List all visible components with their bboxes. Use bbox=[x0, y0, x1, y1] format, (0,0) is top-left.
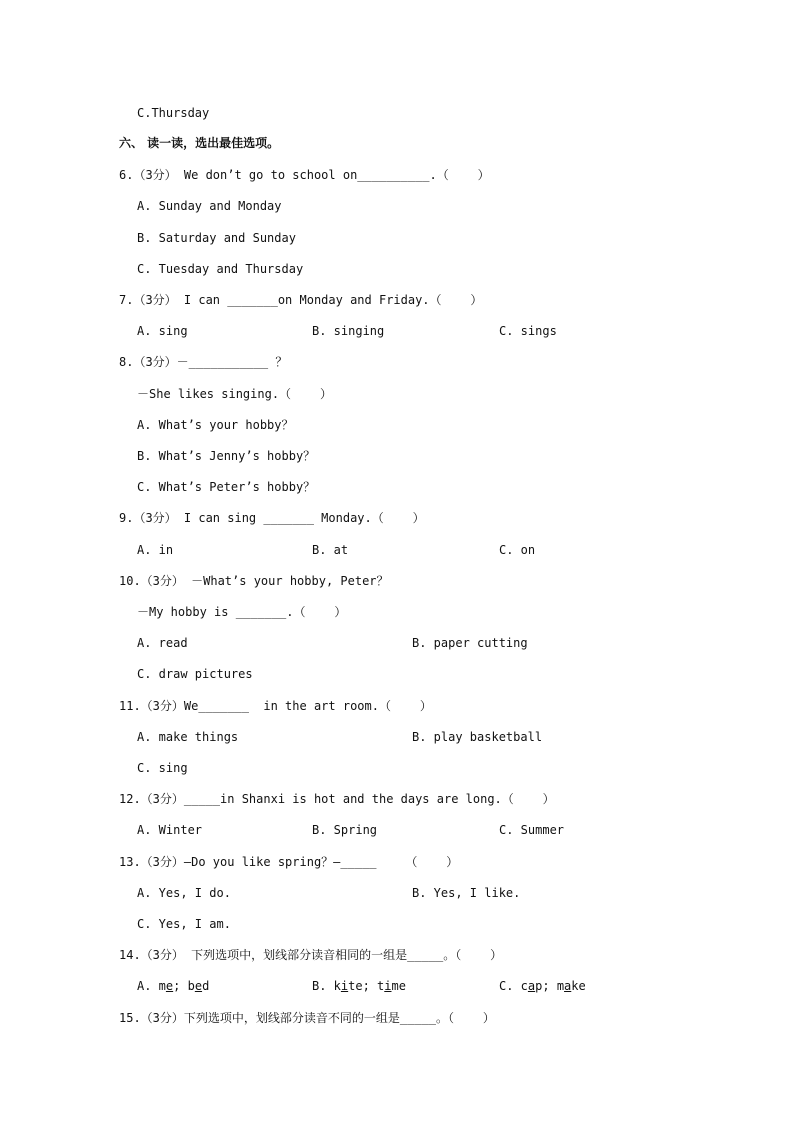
q12-option-b: B. Spring bbox=[312, 823, 378, 837]
q8-option-b: B. What’s Jenny’s hobby？ bbox=[137, 449, 316, 463]
q14-a-text: d bbox=[202, 979, 210, 993]
q14-a-underlined-1: e bbox=[165, 979, 174, 993]
q11-option-a: A. make things bbox=[137, 730, 239, 744]
q12-stem: 12.（3分）_____in Shanxi is hot and the days are long.（ ） bbox=[119, 792, 555, 806]
q14-option-b bbox=[312, 978, 406, 994]
q9-option-b: B. at bbox=[312, 543, 349, 557]
q14-c-text: C. c bbox=[499, 979, 528, 993]
q8-option-c: C. What’s Peter’s hobby？ bbox=[137, 480, 316, 494]
q11-stem: 11.（3分）We_______ in the art room.（ ） bbox=[119, 699, 432, 713]
q7-option-b: B. singing bbox=[312, 324, 385, 338]
q14-b-underlined-1: i bbox=[340, 979, 349, 993]
q11-option-c: C. sing bbox=[137, 761, 188, 775]
q14-c-underlined-1: a bbox=[527, 979, 536, 993]
q7-option-a: A. sing bbox=[137, 324, 188, 338]
q6-option-a: A. Sunday and Monday bbox=[137, 199, 282, 213]
q5-option-c: C.Thursday bbox=[137, 106, 210, 120]
q14-c-text: ke bbox=[571, 979, 586, 993]
q14-b-text: te; t bbox=[348, 979, 385, 993]
q14-b-text: me bbox=[391, 979, 406, 993]
q13-stem: 13.（3分）—Do you like spring？—_____ （ ） bbox=[119, 855, 459, 869]
q14-b-text: B. k bbox=[312, 979, 341, 993]
q10-line2: －My hobby is _______.（ ） bbox=[137, 605, 347, 619]
q9-option-c: C. on bbox=[499, 543, 536, 557]
q15-stem: 15.（3分）下列选项中，划线部分读音不同的一组是_____。（ ） bbox=[119, 1011, 495, 1025]
q10-option-c: C. draw pictures bbox=[137, 667, 253, 681]
q10-option-a: A. read bbox=[137, 636, 188, 650]
q14-stem: 14.（3分） 下列选项中，划线部分读音相同的一组是_____。（ ） bbox=[119, 948, 503, 962]
q9-stem: 9.（3分） I can sing _______ Monday.（ ） bbox=[119, 511, 425, 525]
q7-stem: 7.（3分） I can _______on Monday and Friday.（ ） bbox=[119, 293, 483, 307]
q10-option-b: B. paper cutting bbox=[412, 636, 528, 650]
section-heading: 六、 读一读，选出最佳选项。 bbox=[119, 136, 280, 150]
q11-option-b: B. play basketball bbox=[412, 730, 543, 744]
q7-option-c: C. sings bbox=[499, 324, 557, 338]
q13-option-c: C. Yes, I am. bbox=[137, 917, 231, 931]
q13-option-b: B. Yes, I like. bbox=[412, 886, 521, 900]
q12-option-c: C. Summer bbox=[499, 823, 565, 837]
q6-stem: 6.（3分） We don’t go to school on__________.（ ） bbox=[119, 168, 490, 182]
q6-option-b: B. Saturday and Sunday bbox=[137, 231, 296, 245]
q14-option-a bbox=[137, 978, 209, 994]
q8-line2: －She likes singing.（ ） bbox=[137, 387, 332, 401]
q12-option-a: A. Winter bbox=[137, 823, 203, 837]
q14-a-text: ; b bbox=[173, 979, 195, 993]
q14-b-underlined-2: i bbox=[384, 979, 392, 993]
q14-option-c bbox=[499, 978, 586, 994]
q9-option-a: A. in bbox=[137, 543, 174, 557]
q6-option-c: C. Tuesday and Thursday bbox=[137, 262, 304, 276]
q13-option-a: A. Yes, I do. bbox=[137, 886, 231, 900]
q8-stem: 8.（3分）－___________ ？ bbox=[119, 355, 288, 369]
q14-a-text: A. m bbox=[137, 979, 166, 993]
q8-option-a: A. What’s your hobby？ bbox=[137, 418, 294, 432]
q14-a-underlined-2: e bbox=[194, 979, 203, 993]
q14-c-text: p; m bbox=[535, 979, 565, 993]
q14-c-underlined-2: a bbox=[564, 979, 572, 993]
q10-stem: 10.（3分） －What’s your hobby, Peter？ bbox=[119, 574, 389, 588]
